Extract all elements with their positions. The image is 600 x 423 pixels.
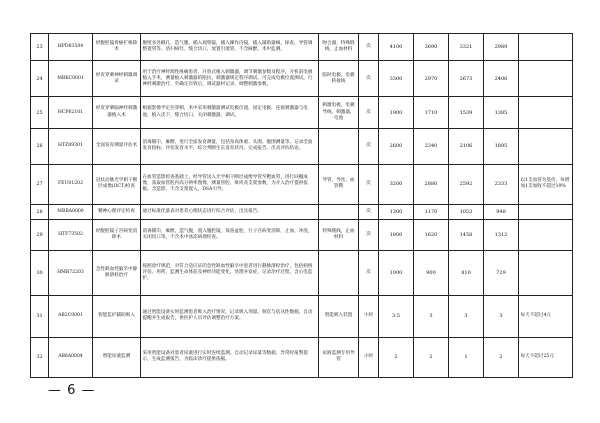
pricing-unit: 小时 [359,337,379,377]
item-note [519,61,573,97]
excluded-materials: 刺激电极，电极导线，刺激器，电池 [319,97,359,129]
price-level-1: 3.5 [379,295,414,337]
table-row [31,295,573,337]
item-description: 根据影像学定位穿刺，术中采用刺激器测试电极位置，固定电极，连接刺激器与电池，植入皮下，缝合切口，关闭刺激器，调试。 [141,97,319,129]
table-row [31,219,573,251]
pricing-unit: 次 [359,204,379,219]
pricing-unit: 次 [359,251,379,295]
item-name: 全面发育测量评估术 [93,128,141,164]
price-level-4: 2989 [484,34,519,61]
item-description: 消毒铺巾，麻醉，进行全面发育测量，包括身高体重、头围、腹围测量等。记录全面发育指标，评估发育水平，综合判断生长发育状况，完成报告，出具评估结论。 [141,128,319,164]
price-level-3: 1 [449,337,484,377]
item-code: AB2C0001 [49,295,93,337]
item-number: 26 [31,128,49,164]
price-level-3: 1053 [449,204,484,219]
item-name: 冠状动脉光学相干断层成像(OCT)检查 [93,164,141,204]
item-number: 31 [31,295,49,337]
price-level-1: 2 [379,337,414,377]
pricing-unit: 小时 [359,295,379,337]
price-level-2: 900 [414,251,449,295]
item-name: 经腹腔镜胃癌扩根除术 [93,34,141,61]
item-description: 用于治疗神经源性疼痛患者，开放式植入刺激器，调节刺激参数及程序，开机前电极植入手术，测量植入刺激器的阻抗，刺激器规定程序调试，可完成电极位置测试，行神经刺激治疗，至确定有效后，调试器材记录，调整刺激参数。 [141,61,319,97]
price-level-4: 2333 [484,164,519,204]
price-level-2: 2970 [414,61,449,97]
item-code: HPD83504 [49,34,93,61]
item-number: 30 [31,251,49,295]
table-row [31,128,573,164]
table-row [31,97,573,129]
price-level-1: 3300 [379,61,414,97]
price-level-2: 1710 [414,97,449,129]
item-code: AB6A0004 [49,337,93,377]
price-level-1: 1900 [379,97,414,129]
price-level-4: 1385 [484,97,519,129]
item-name: 精神心理评定检查 [93,204,141,219]
table-row [31,251,573,295]
item-number: 27 [31,164,49,204]
price-level-3: 2673 [449,61,484,97]
price-level-2: 3 [414,295,449,337]
item-note [519,128,573,164]
excluded-materials: 智能吸入装置 [319,295,359,337]
item-code: FEU01202 [49,164,93,204]
excluded-materials: 特殊缝线，止血材料 [319,219,359,251]
item-name: 经皮穿刺神经刺激调试 [93,61,141,97]
item-name: 智能监护辅助吸入 [93,295,141,337]
price-level-2: 2 [414,337,449,377]
item-name: 急性缺血性脑卒中静脉溶栓治疗 [93,251,141,295]
price-level-3: 3321 [449,34,484,61]
price-level-4: 948 [484,204,519,219]
pricing-unit: 次 [359,61,379,97]
pricing-unit: 次 [359,34,379,61]
price-level-3: 1539 [449,97,484,129]
item-code: MBKC0001 [49,61,93,97]
table-row [31,34,573,61]
price-level-3: 2592 [449,164,484,204]
item-number: 25 [31,97,49,129]
price-level-2: 2340 [414,128,449,164]
price-level-2: 1620 [414,219,449,251]
price-level-4: 3 [484,295,519,337]
excluded-materials [319,251,359,295]
item-number: 28 [31,204,49,219]
excluded-materials: 临时电极，电极转接线 [319,61,359,97]
item-number: 24 [31,61,49,97]
item-description: 腹壁多处戳孔，造气腹，插入观察镜，插入操作内镜，插入辅助器械，探查，导管调整置管等。清扫病灶，缝合切口，放置引流管，不含麻醉、术中监测。 [141,34,319,61]
price-level-4: 2 [484,337,519,377]
item-note: 以1支血管为基价，每增加1支加收不超过10% [519,164,573,204]
price-level-1: 1000 [379,251,414,295]
item-note [519,219,573,251]
item-code: HTZ89301 [49,128,93,164]
item-note [519,97,573,129]
table-row [31,204,573,219]
price-level-1: 1300 [379,204,414,219]
pricing-unit: 次 [359,128,379,164]
item-note: 每天不超过4元 [519,295,573,337]
price-level-1: 2600 [379,128,414,164]
excluded-materials: 尿液监测专用导管 [319,337,359,377]
fee-schedule-table [30,33,573,378]
pricing-unit: 次 [359,219,379,251]
item-description: 通过标准化量表对患者心理状态进行综合评估，出具报告。 [141,204,319,219]
item-note [519,251,573,295]
item-number: 29 [31,219,49,251]
price-level-4: 2406 [484,61,519,97]
price-level-1: 3200 [379,164,414,204]
item-code: MBBA0000 [49,204,93,219]
excluded-materials: 导管，导丝，血管鞘 [319,164,359,204]
pricing-unit: 次 [359,97,379,129]
item-code: HCP62101 [49,97,93,129]
item-name: 经皮穿刺脑神经刺激器植入术 [93,97,141,129]
excluded-materials [319,128,359,164]
item-code: HMB72203 [49,251,93,295]
table-row [31,337,573,377]
price-level-3: 810 [449,251,484,295]
pricing-unit: 次 [359,164,379,204]
item-description: 在血管造影检查基础上，经导管送入光学相干断层成像导管至靶血管，进行回撤成像，获取血管腔内高分辨率图像，测量管腔、斑块及支架参数，为介入治疗提供依据。含造影，不含支架置入，DSA引导。 [141,164,319,204]
item-note: 每天不超过25元 [519,337,573,377]
price-level-4: 1312 [484,219,519,251]
item-number: 32 [31,337,49,377]
item-name: 经腹腔镜子宫病变消除术 [93,219,141,251]
price-level-2: 3690 [414,34,449,61]
table-row [31,164,573,204]
item-note [519,34,573,61]
table-row [31,61,573,97]
price-level-1: 4100 [379,34,414,61]
excluded-materials: 吻合器，特殊缝线，止血材料 [319,34,359,61]
price-level-4: 729 [484,251,519,295]
item-number: 23 [31,34,49,61]
item-description: 消毒铺巾，麻醉，造气腹，置入腹腔镜，探查盆腔，行子宫病变消除，止血，冲洗，关闭切口等。不含术中冰冻病理检查。 [141,219,319,251]
item-name: 智能尿液监测 [93,337,141,377]
item-code: HTF73502 [49,219,93,251]
price-level-2: 1170 [414,204,449,219]
price-level-3: 1458 [449,219,484,251]
excluded-materials [319,204,359,219]
page-number: — 6 — [48,383,96,398]
price-level-1: 1800 [379,219,414,251]
price-level-3: 2106 [449,128,484,164]
item-description: 通过智能设备实时监测患者吸入治疗情况，记录吸入剂量、频次与依从性数据，自动提醒并生成报告，供医护人员评估调整治疗方案。 [141,295,319,337]
price-level-2: 2880 [414,164,449,204]
price-level-3: 3 [449,295,484,337]
item-description: 采用智能设备对患者尿液进行实时连续监测，自动记录尿量等数据，异常时报警提示，生成监测报告，为临床诊疗提供依据。 [141,337,319,377]
item-note [519,204,573,219]
item-description: 按照诊疗规范，对符合适应证的急性缺血性脑卒中患者进行静脉溶栓治疗，包括病情评估、用药、监测生命体征及神经功能变化，处理并发症，记录治疗过程。含心电监护。 [141,251,319,295]
price-level-4: 1895 [484,128,519,164]
